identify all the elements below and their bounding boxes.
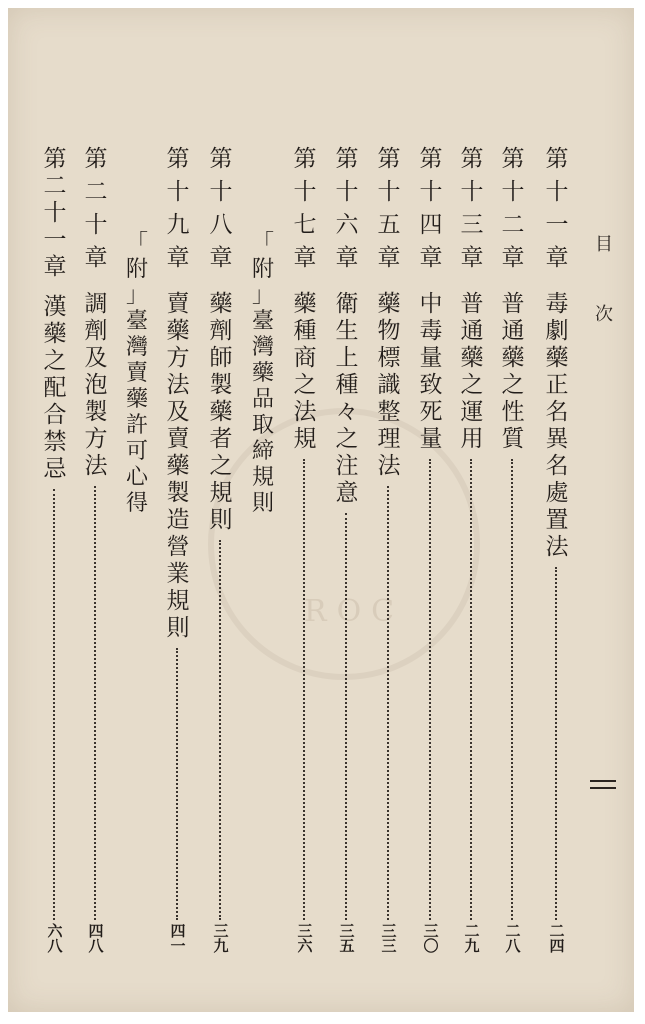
toc-note: 「 附 」 臺 灣 賣 藥 許 可 心 得	[125, 231, 148, 516]
chapter-number: 第 十 七 章	[293, 146, 317, 271]
leader-dots	[219, 540, 223, 920]
page-ref: 三 三	[381, 922, 397, 955]
seal-text: ROC	[304, 594, 405, 629]
leader-dots	[429, 459, 433, 920]
toc-entry	[414, 148, 448, 968]
chapter-number: 第 十 一 章	[545, 146, 569, 271]
chapter-title: 調 劑 及 泡 製 方 法	[84, 291, 108, 479]
chapter-number: 第 十 六 章	[335, 146, 359, 271]
chapter-title: 藥 物 標 識 整 理 法	[377, 291, 401, 479]
leader-dots	[387, 486, 391, 920]
chapter-title: 普 通 藥 之 運 用	[460, 291, 484, 452]
header-char-ci: 次	[595, 304, 613, 325]
chapter-number: 第 二 十 一 章	[43, 146, 67, 280]
chapter-title: 普 通 藥 之 性 質	[501, 291, 525, 452]
toc-entry	[330, 148, 364, 968]
toc-note-column	[246, 148, 280, 968]
toc-entry	[161, 148, 195, 968]
chapter-title: 毒 劇 藥 正 名 異 名 處 置 法	[545, 291, 569, 560]
chapter-number: 第 十 九 章	[166, 146, 190, 271]
toc-note-column	[120, 148, 154, 968]
page-ref: 二 四	[549, 922, 565, 955]
leader-dots	[303, 459, 307, 920]
book-page	[8, 8, 634, 1012]
page-ref: 三 九	[213, 922, 229, 955]
chapter-title: 中 毒 量 致 死 量	[419, 291, 443, 452]
chapter-title: 藥 劑 師 製 藥 者 之 規 則	[209, 291, 233, 533]
chapter-title: 衛 生 上 種 々 之 注 意	[335, 291, 359, 506]
page-ref: 三 六	[297, 922, 313, 955]
page-number	[588, 778, 618, 790]
leader-dots	[555, 567, 559, 920]
page-ref: 四 一	[170, 922, 186, 955]
chapter-number: 第 十 五 章	[377, 146, 401, 271]
chapter-title: 漢 藥 之 配 合 禁 忌	[43, 294, 67, 482]
toc-entry	[288, 148, 322, 968]
toc-entry	[38, 148, 72, 968]
page-ref: 四 八	[88, 922, 104, 955]
toc-entry	[496, 148, 530, 968]
chapter-number: 第 二 十 章	[84, 146, 108, 271]
leader-dots	[176, 648, 180, 920]
leader-dots	[94, 486, 98, 920]
page-ref: 二 九	[464, 922, 480, 955]
chapter-number: 第 十 四 章	[419, 146, 443, 271]
header-char-mu: 目	[595, 234, 613, 255]
chapter-number: 第 十 二 章	[501, 146, 525, 271]
page-ref: 二 八	[505, 922, 521, 955]
toc-entry	[79, 148, 113, 968]
chapter-number: 第 十 八 章	[209, 146, 233, 271]
leader-dots	[53, 489, 57, 920]
toc-note: 「 附 」 臺 灣 藥 品 取 締 規 則	[251, 231, 274, 516]
toc-entry	[204, 148, 238, 968]
toc-entry	[455, 148, 489, 968]
toc-entry	[372, 148, 406, 968]
leader-dots	[345, 513, 349, 920]
page-ref: 三 〇	[423, 922, 439, 955]
chapter-title: 藥 種 商 之 法 規	[293, 291, 317, 452]
toc-entry	[540, 148, 574, 968]
page-ref: 三 五	[339, 922, 355, 955]
chapter-title: 賣 藥 方 法 及 賣 藥 製 造 營 業 規 則	[166, 291, 190, 641]
leader-dots	[511, 459, 515, 920]
chapter-number: 第 十 三 章	[460, 146, 484, 271]
leader-dots	[470, 459, 474, 920]
page-ref: 六 八	[47, 922, 63, 955]
toc-header	[590, 230, 618, 326]
